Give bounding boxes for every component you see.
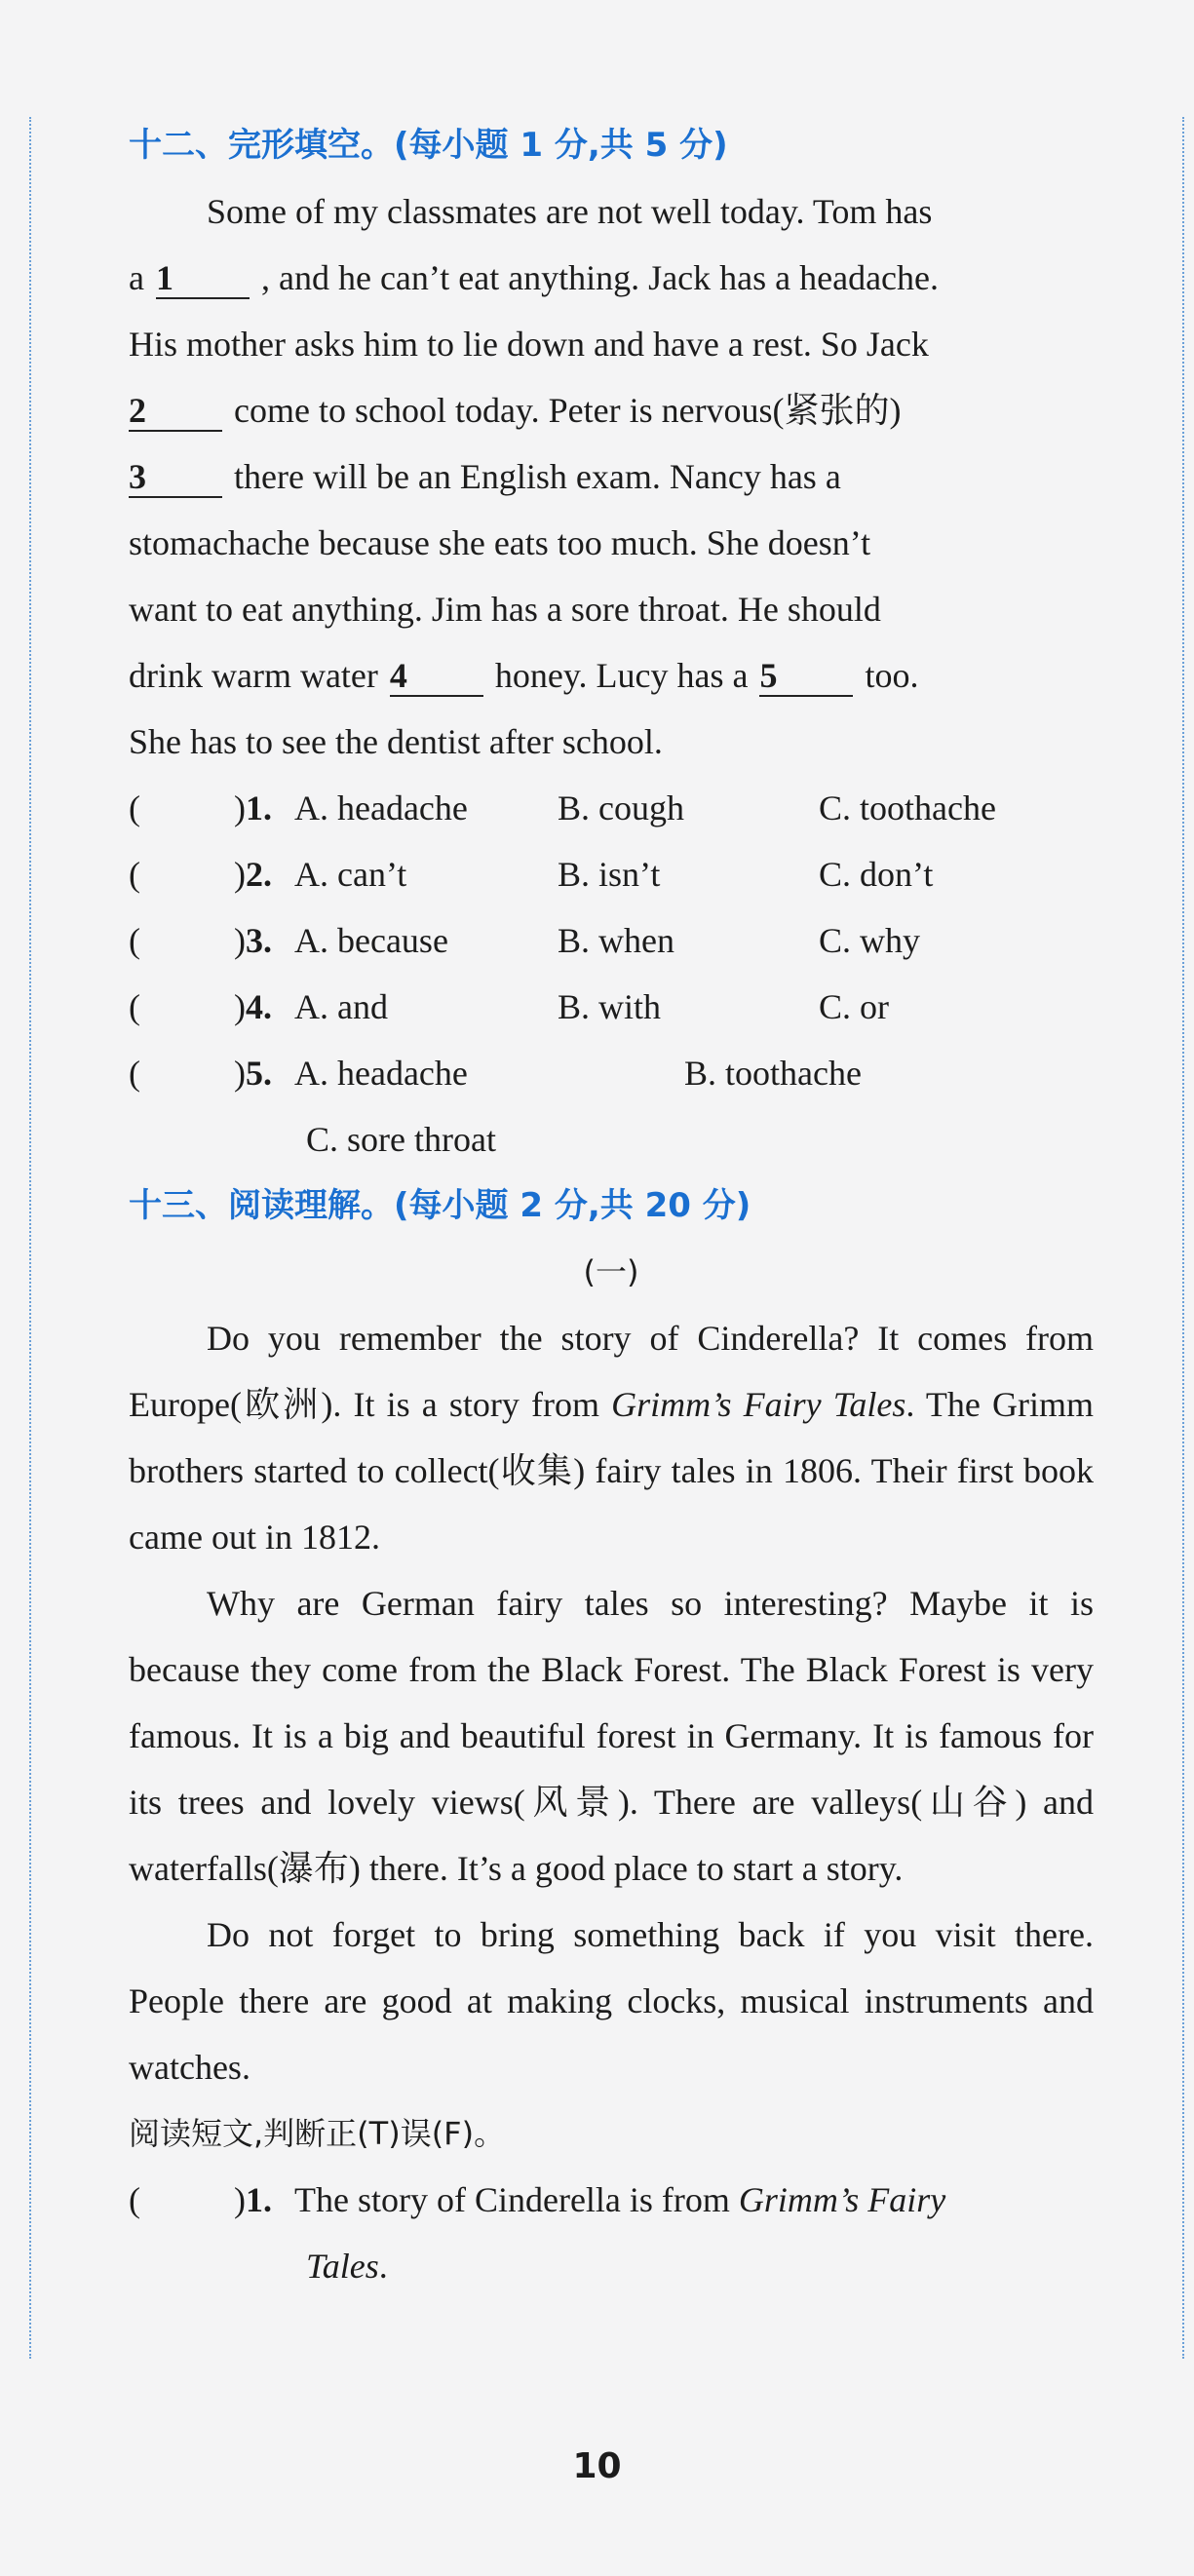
cloze-line-3: His mother asks him to lie down and have a rest. So Jack [129,325,929,364]
answer-bracket[interactable]: ( ) [129,987,246,1026]
question-row-2: ( ) 2. A. can’t B. isn’t C. don’t [129,841,1094,907]
tf-question-row-1-cont: Tales. [306,2247,388,2286]
option-a: A. can’t [294,855,407,894]
passage-paragraph-1: Do you remember the story of Cinderella? It comes from Europe(欧洲). It is a story from Grimm’s Fairy Tales. The Grimm brothers started to collect(收集) fairy tales in 1806. Their first book came out in 1812. [129,1319,1094,1557]
section-13-heading: 十三、阅读理解。(每小题 2 分,共 20 分) [129,1186,751,1225]
option-a: A. headache [294,1054,468,1093]
section-12-heading: 十二、完形填空。(每小题 1 分,共 5 分) [129,126,728,165]
option-a: A. headache [294,788,468,827]
blank-2: 2 [129,391,222,432]
cloze-line-9: She has to see the dentist after school. [129,722,663,761]
blank-5: 5 [759,656,853,697]
option-b: B. when [558,921,674,960]
cloze-line-7: want to eat anything. Jim has a sore throat. He should [129,590,881,629]
question-row-1: ( ) 1. A. headache B. cough C. toothache [129,775,1094,841]
answer-bracket[interactable]: ( ) [129,788,246,827]
left-margin-line [29,117,31,2359]
answer-bracket[interactable]: ( ) [129,855,246,894]
option-b: B. cough [558,788,684,827]
content [129,112,1094,2299]
blank-1: 1 [156,258,250,299]
option-c: C. why [819,921,921,960]
question-row-3: ( ) 3. A. because B. when C. why [129,907,1094,974]
blank-4: 4 [390,656,483,697]
option-b: B. toothache [684,1054,862,1093]
right-margin-line [1182,117,1184,2359]
option-c: C. sore throat [306,1120,496,1159]
option-b: B. isn’t [558,855,661,894]
passage-paragraph-3: Do not forget to bring something back if you visit there. People there are good at making clocks, musical instruments and watches. [129,1915,1094,2087]
answer-bracket[interactable]: ( ) [129,2180,246,2219]
instruction: 阅读短文,判断正(T)误(F)。 [129,2115,506,2152]
option-a: A. and [294,987,388,1026]
option-c: C. toothache [819,788,996,827]
option-a: A. because [294,921,448,960]
tf-question-text: The story of Cinderella is from Grimm’s Fairy [294,2180,946,2219]
passage-paragraph-2: Why are German fairy tales so interesting? Maybe it is because they come from the Black Forest. The Black Forest is very famous. It is a big and beautiful forest in Germany. It is famous for its trees and lovely views(风景). There are valleys(山谷) and waterfalls(瀑布) there. It’s a good place to start a story. [129,1584,1094,1888]
question-row-5-cont [129,1106,1094,1173]
tf-question-row-1: ( ) 1. The story of Cinderella is from Grimm’s Fairy [129,2167,1094,2233]
answer-bracket[interactable]: ( ) [129,921,246,960]
option-b: B. with [558,987,662,1026]
blank-3: 3 [129,457,222,498]
option-c: C. don’t [819,855,934,894]
page-number: 10 [572,2446,622,2486]
cloze-line-8: drink warm water 4 honey. Lucy has a 5 too. [129,656,919,695]
option-c: C. or [819,987,889,1026]
cloze-line-5: 3 there will be an English exam. Nancy has a [129,457,841,496]
passage-number: (一) [583,1253,639,1290]
answer-bracket[interactable]: ( ) [129,1054,246,1093]
cloze-line-1: Some of my classmates are not well today. Tom has [207,192,933,231]
cloze-line-6: stomachache because she eats too much. She doesn’t [129,523,871,562]
cloze-line-2: a 1 , and he can’t eat anything. Jack has a headache. [129,258,940,297]
cloze-line-4: 2 come to school today. Peter is nervous(紧张的) [129,391,902,430]
question-row-4: ( ) 4. A. and B. with C. or [129,974,1094,1040]
question-row-5: ( ) 5. A. headache B. toothache [129,1040,1094,1106]
